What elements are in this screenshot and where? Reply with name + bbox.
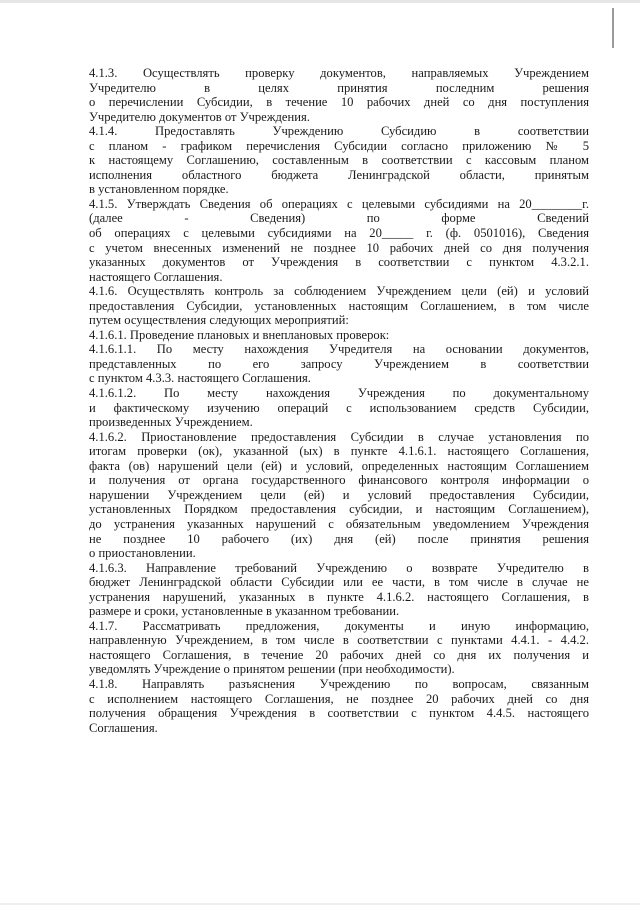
text-line: с планом - графиком перечисления Субсидии согласно приложению № 5: [89, 138, 589, 153]
text-line: в установленном порядке.: [89, 182, 229, 197]
text-line: не позднее 10 рабочего (их) дня (ей) после принятия решения: [89, 531, 589, 546]
text-line: нарушении Учреждением цели (ей) и условий предоставления Субсидии,: [89, 487, 589, 502]
scan-margin-mark: [612, 8, 614, 48]
text-line: (далее - Сведения) по форме Сведений: [89, 211, 589, 226]
text-line: 4.1.3. Осуществлять проверку документов, направляемых Учреждением: [89, 66, 589, 80]
text-line: 4.1.6.1. Проведение плановых и внеплановых проверок:: [89, 327, 390, 342]
paragraph-4-1-5: [89, 197, 589, 284]
text-line: с исполнением настоящего Соглашения, не позднее 20 рабочих дней со дня: [89, 691, 589, 706]
text-line: об операциях с целевыми субсидиями на 20_____ г. (ф. 0501016), Сведения: [89, 226, 589, 241]
text-line: уведомлять Учреждение о принятом решении (при необходимости).: [89, 662, 455, 677]
text-line: факта (ов) нарушений цели (ей) и условий, определенных настоящим Соглашением: [89, 458, 589, 473]
paragraph-4-1-6-1-2: [89, 386, 589, 430]
text-line: 4.1.6.1.1. По месту нахождения Учредителя на основании документов,: [89, 342, 589, 357]
text-line: настоящего Соглашения, в течение 20 рабочих дней со дня их получения и: [89, 647, 589, 662]
paragraph-4-1-6-1-1: [89, 342, 589, 386]
text-line: указанных документов от Учреждения в соответствии с пунктом 4.3.2.1.: [89, 255, 589, 270]
text-line: Соглашения.: [89, 720, 158, 735]
text-line: 4.1.6. Осуществлять контроль за соблюдением Учреждением цели (ей) и условий: [89, 284, 589, 299]
text-line: с пунктом 4.3.3. настоящего Соглашения.: [89, 371, 311, 386]
text-line: настоящего Соглашения.: [89, 269, 223, 284]
text-line: установленных Порядком предоставления субсидии, и настоящим Соглашением),: [89, 502, 589, 517]
text-line: до устранения указанных нарушений с обязательным уведомлением Учреждения: [89, 516, 589, 531]
text-line: 4.1.6.2. Приостановление предоставления Субсидии в случае установления по: [89, 429, 589, 444]
paragraph-4-1-6-3: [89, 561, 589, 619]
text-line: Учредителю документов от Учреждения.: [89, 109, 310, 124]
paragraph-4-1-8: [89, 677, 589, 735]
agreement-text: [89, 66, 589, 735]
paragraph-4-1-6-2: [89, 430, 589, 561]
text-line: о приостановлении.: [89, 546, 196, 561]
text-line: устранения нарушений, указанных в пункте 4.1.6.2. настоящего Соглашения, в: [89, 589, 589, 604]
paragraph-4-1-7: [89, 619, 589, 677]
text-line: с учетом внесенных изменений не позднее 10 рабочих дней со дня получения: [89, 240, 589, 255]
paragraph-4-1-6-1: [89, 328, 589, 343]
text-line: 4.1.8. Направлять разъяснения Учреждению по вопросам, связанным: [89, 676, 589, 691]
text-line: и фактическому изучению операций с использованием средств Субсидии,: [89, 400, 589, 415]
paragraph-4-1-3: [89, 66, 589, 124]
paragraph-4-1-6: [89, 284, 589, 328]
text-line: 4.1.7. Рассматривать предложения, документы и иную информацию,: [89, 618, 589, 633]
text-line: к настоящему Соглашению, составленным в соответствии с кассовым планом: [89, 153, 589, 168]
text-line: и получения от органа государственного финансового контроля информации о: [89, 473, 589, 488]
text-line: о перечислении Субсидии, в течение 10 рабочих дней со дня поступления: [89, 95, 589, 110]
text-line: Учредителю в целях принятия последним решения: [89, 80, 589, 95]
text-line: бюджет Ленинградской области Субсидии или ее части, в том числе в случае не: [89, 575, 589, 590]
text-line: предоставления Субсидии, установленных настоящим Соглашением, в том числе: [89, 298, 589, 313]
text-line: размере и сроки, установленные в указанном требовании.: [89, 604, 400, 619]
scan-top-edge: [0, 0, 640, 3]
text-line: исполнения областного бюджета Ленинградской области, принятым: [89, 167, 589, 182]
text-line: 4.1.4. Предоставлять Учреждению Субсидию в соответствии: [89, 124, 589, 139]
text-line: путем осуществления следующих мероприятий:: [89, 313, 349, 328]
text-line: получения обращения Учреждения в соответствии с пунктом 4.4.5. настоящего: [89, 706, 589, 721]
text-line: 4.1.6.3. Направление требований Учреждению о возврате Учредителю в: [89, 560, 589, 575]
text-line: направленную Учреждением, в том числе в соответствии с пунктами 4.4.1. - 4.4.2.: [89, 633, 589, 648]
text-line: представленных по его запросу Учреждением в соответствии: [89, 356, 589, 371]
text-line: итогам проверки (ок), указанной (ых) в пункте 4.1.6.1. настоящего Соглашения,: [89, 444, 589, 459]
text-line: 4.1.5. Утверждать Сведения об операциях с целевыми субсидиями на 20________г.: [89, 196, 589, 211]
paragraph-4-1-4: [89, 124, 589, 197]
text-line: произведенных Учреждением.: [89, 415, 253, 430]
text-line: 4.1.6.1.2. По месту нахождения Учреждения по документальному: [89, 386, 589, 401]
